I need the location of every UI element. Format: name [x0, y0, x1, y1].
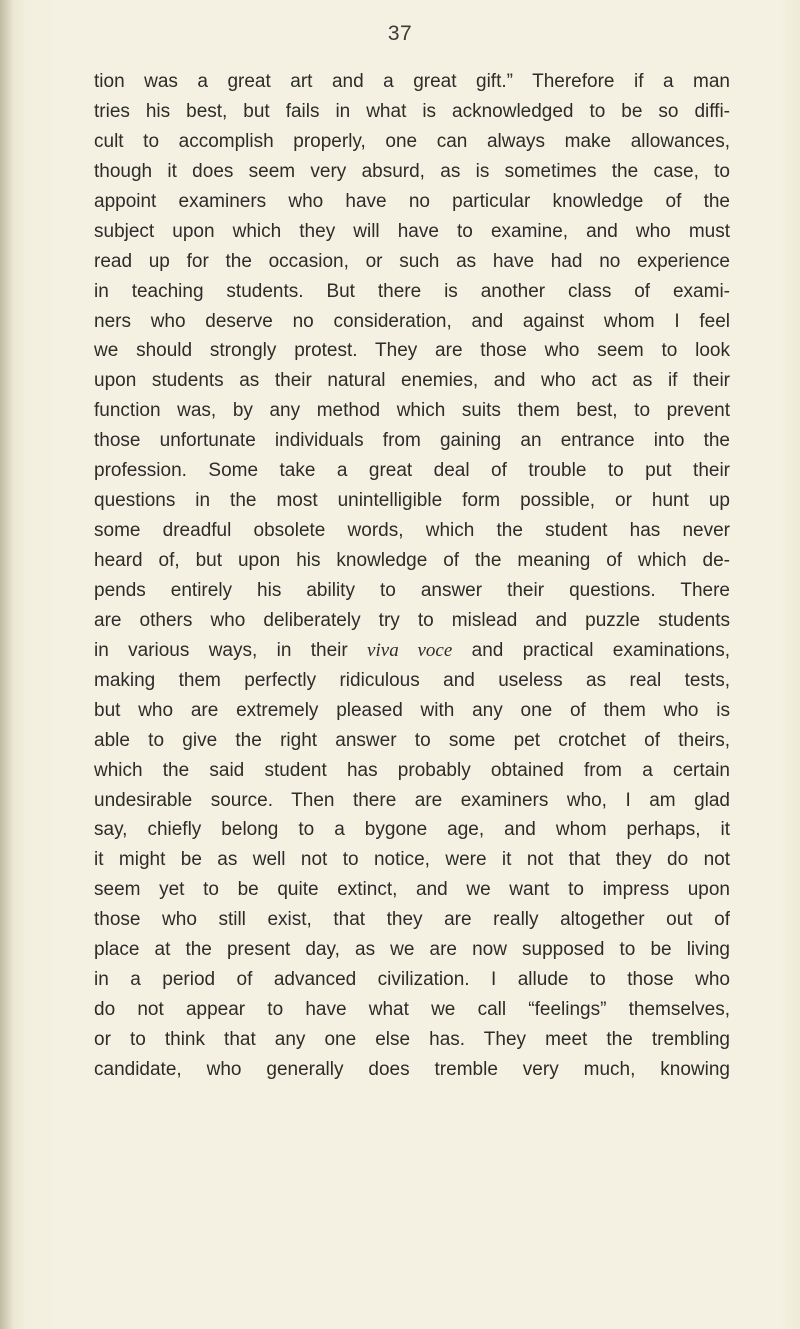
text-line: function was, by any method which suits them best, to prevent: [94, 400, 730, 422]
text-line: we should strongly protest. They are those who seem to look: [94, 340, 730, 362]
text-line: heard of, but upon his knowledge of the meaning of which de-: [94, 550, 730, 571]
text-line: cult to accomplish properly, one can always make allowances,: [94, 130, 730, 152]
text-line: candidate, who generally does tremble very much, knowing: [94, 1058, 730, 1080]
text-line-with-italic: [94, 636, 730, 666]
text-line: those unfortunate individuals from gaining an entrance into the: [94, 430, 730, 452]
text-line: tion was a great art and a great gift.” Therefore if a man: [94, 71, 730, 92]
text-line: able to give the right answer to some pet crotchet of theirs,: [94, 729, 730, 751]
text-line: are others who deliberately try to mislead and puzzle students: [94, 609, 730, 631]
text-line: tries his best, but fails in what is acknowledged to be so diffi-: [94, 100, 730, 122]
text-line: say, chiefly belong to a bygone age, and whom perhaps, it: [94, 819, 730, 841]
text-line: profession. Some take a great deal of trouble to put their: [94, 460, 730, 482]
text-line: in teaching students. But there is another class of exami-: [94, 280, 730, 302]
text-line: do not appear to have what we call “feelings” themselves,: [94, 999, 730, 1021]
text-line: place at the present day, as we are now supposed to be living: [94, 939, 730, 961]
text-line: upon students as their natural enemies, and who act as if their: [94, 370, 730, 392]
text-line: but who are extremely pleased with any one of them who is: [94, 699, 730, 721]
text-line: read up for the occasion, or such as have had no experience: [94, 250, 730, 272]
text-line: questions in the most unintelligible form possible, or hunt up: [94, 490, 730, 512]
text-line: making them perfectly ridiculous and useless as real tests,: [94, 669, 730, 691]
text-line: though it does seem very absurd, as is sometimes the case, to: [94, 160, 730, 182]
text-line: ners who deserve no consideration, and against whom I feel: [94, 310, 730, 332]
text-line: undesirable source. Then there are examiners who, I am glad: [94, 789, 730, 811]
text-line: those who still exist, that they are really altogether out of: [94, 909, 730, 931]
binding-shadow: [0, 0, 14, 1329]
text-line: seem yet to be quite extinct, and we want to impress upon: [94, 879, 730, 901]
text-line: appoint examiners who have no particular knowledge of the: [94, 190, 730, 212]
text-line: or to think that any one else has. They meet the trembling: [94, 1029, 730, 1050]
body-text: [94, 67, 730, 1085]
page-number: 37: [387, 22, 413, 45]
text-line: which the said student has probably obtained from a certain: [94, 759, 730, 781]
italic-phrase: viva voce: [367, 639, 453, 661]
text-line: some dreadful obsolete words, which the student has never: [94, 520, 730, 542]
text-segment: in various ways, in their: [94, 639, 348, 661]
text-line: in a period of advanced civilization. I allude to those who: [94, 969, 730, 991]
text-line: it might be as well not to notice, were it not that they do not: [94, 849, 730, 871]
text-segment: and practical examinations,: [471, 639, 730, 661]
text-line: pends entirely his ability to answer their questions. There: [94, 579, 730, 601]
text-line: subject upon which they will have to examine, and who must: [94, 220, 730, 242]
